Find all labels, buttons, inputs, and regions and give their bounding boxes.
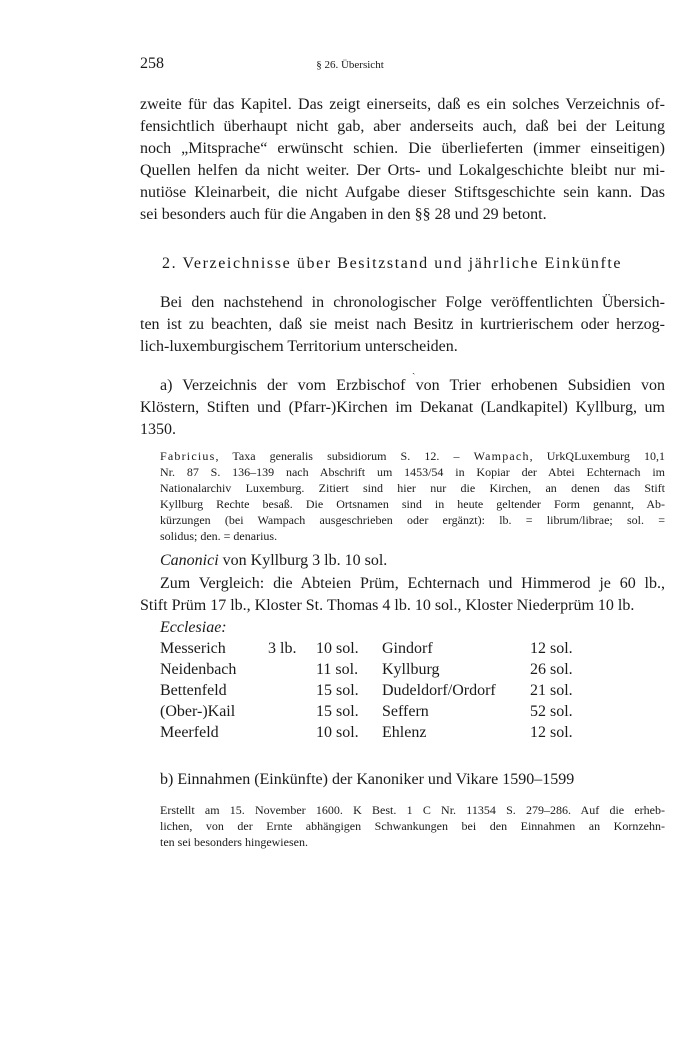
canonici-label: Canonici bbox=[160, 552, 219, 569]
place-name: (Ober-)Kail bbox=[160, 703, 236, 720]
text-line: a) Verzeichnis der vom Erzbischof von Trier erhobenen Subsidien von bbox=[160, 377, 665, 394]
running-head: § 26. Übersicht bbox=[316, 59, 384, 71]
note-line: Nr. 87 S. 136–139 nach Abschrift um 1453/54 in Kopiar der Abtei Echternach im bbox=[160, 465, 665, 479]
note-line: kürzungen (bei Wampach ausgeschrieben oder ergänzt): lb. = librum/librae; sol. = bbox=[160, 513, 665, 527]
text-line: Zum Vergleich: die Abteien Prüm, Echternach und Himmerod je 60 lb., bbox=[160, 575, 665, 592]
intro-paragraph bbox=[140, 94, 665, 226]
text-line: noch „Mitsprache“ erwünscht schien. Die überlieferten (immer einseitigen) bbox=[140, 140, 665, 157]
text-line: Ecclesiae: bbox=[160, 619, 227, 636]
amount-sol: 12 sol. bbox=[530, 724, 573, 741]
amount-sol: 11 sol. bbox=[316, 661, 359, 678]
text-line: zweite für das Kapitel. Das zeigt einerseits, daß es ein solches Verzeichnis of- bbox=[140, 96, 665, 113]
comparison-paragraph bbox=[140, 573, 665, 617]
text-line: sei besonders auch für die Angaben in den §§ 28 und 29 betont. bbox=[140, 206, 547, 223]
text-line: lich-luxemburgischem Territorium unterscheiden. bbox=[140, 338, 458, 355]
text-line: nutiöse Kleinarbeit, die nicht Aufgabe dieser Stiftsgeschichte sein kann. Das bbox=[140, 184, 665, 201]
canonici-line bbox=[160, 550, 665, 572]
note-line: solidus; den. = denarius. bbox=[160, 529, 278, 543]
subsection-b-heading bbox=[160, 769, 665, 791]
subsection-a-heading bbox=[140, 375, 665, 441]
note-text: , Taxa generalis subsidiorum S. 12. – bbox=[215, 449, 474, 463]
amount-sol: 21 sol. bbox=[530, 682, 573, 699]
amount-sol: 52 sol. bbox=[530, 703, 573, 720]
text-line: b) Einnahmen (Einkünfte) der Kanoniker und Vikare 1590–1599 bbox=[160, 771, 575, 788]
text-line: Klöstern, Stiften und (Pfarr-)Kirchen im Dekanat (Landkapitel) Kyllburg, um bbox=[140, 399, 665, 416]
canonici-text: von Kyllburg 3 lb. 10 sol. bbox=[218, 552, 388, 569]
text-line: Quellen helfen da nicht weiter. Der Orts- und Lokalgeschichte bleibt nur mi- bbox=[140, 162, 665, 179]
place-name: Neidenbach bbox=[160, 661, 237, 678]
amount-sol: 26 sol. bbox=[530, 661, 573, 678]
amount-sol: 15 sol. bbox=[316, 682, 359, 699]
text-line: Bei den nachstehend in chronologischer Folge veröffentlichten Übersich- bbox=[160, 294, 665, 311]
author-name: Fabricius bbox=[160, 449, 216, 463]
note-line: lichen, von der Ernte abhängigen Schwankungen bei den Einnahmen an Kornzehn- bbox=[160, 819, 665, 833]
place-name: Gindorf bbox=[382, 640, 433, 657]
text-line: fensichtlich überhaupt nicht gab, aber anderseits auch, daß bei der Leitung bbox=[140, 118, 665, 135]
note-text: , UrkQLuxemburg 10,1 bbox=[529, 449, 665, 463]
place-name: Ehlenz bbox=[382, 724, 427, 741]
note-line: Erstellt am 15. November 1600. K Best. 1 C Nr. 11354 S. 279–286. Auf die erheb- bbox=[160, 803, 665, 817]
note-line: ten sei besonders hingewiesen. bbox=[160, 835, 308, 849]
place-name: Meerfeld bbox=[160, 724, 219, 741]
amount-sol: 15 sol. bbox=[316, 703, 359, 720]
note-line bbox=[160, 448, 665, 464]
place-name: Bettenfeld bbox=[160, 682, 227, 699]
text-line: 1350. bbox=[140, 421, 176, 438]
text-line: Stift Prüm 17 lb., Kloster St. Thomas 4 lb. 10 sol., Kloster Niederprüm 10 lb. bbox=[140, 597, 635, 614]
page-number: 258 bbox=[140, 55, 164, 72]
amount-sol: 10 sol. bbox=[316, 724, 359, 741]
place-name: Seffern bbox=[382, 703, 429, 720]
ecclesiae-heading bbox=[160, 617, 665, 639]
section-heading: 2. Verzeichnisse über Besitzstand und jährliche Einkünfte bbox=[162, 255, 623, 272]
source-note-a bbox=[160, 448, 665, 544]
place-name: Dudeldorf/Ordorf bbox=[382, 682, 496, 699]
source-note-b bbox=[160, 802, 665, 850]
text-line: ten ist zu beachten, daß sie meist nach Besitz in kurtrierischem oder herzog- bbox=[140, 316, 665, 333]
amount-sol: 10 sol. bbox=[316, 640, 359, 657]
place-name: Messerich bbox=[160, 640, 226, 657]
stray-mark: ˏ bbox=[412, 364, 416, 375]
section-intro-paragraph bbox=[140, 292, 665, 358]
place-name: Kyllburg bbox=[382, 661, 440, 678]
amount-lb: 3 lb. bbox=[268, 640, 297, 657]
note-line: Nationalarchiv Luxemburg. Zitiert sind hier nur die Kirchen, an denen das Stift bbox=[160, 481, 665, 495]
author-name: Wampach bbox=[473, 449, 530, 463]
amount-sol: 12 sol. bbox=[530, 640, 573, 657]
note-line: Kyllburg Rechte besaß. Die Ortsnamen sind in heute geltender Form genannt, Ab- bbox=[160, 497, 665, 511]
text-line bbox=[160, 550, 665, 572]
